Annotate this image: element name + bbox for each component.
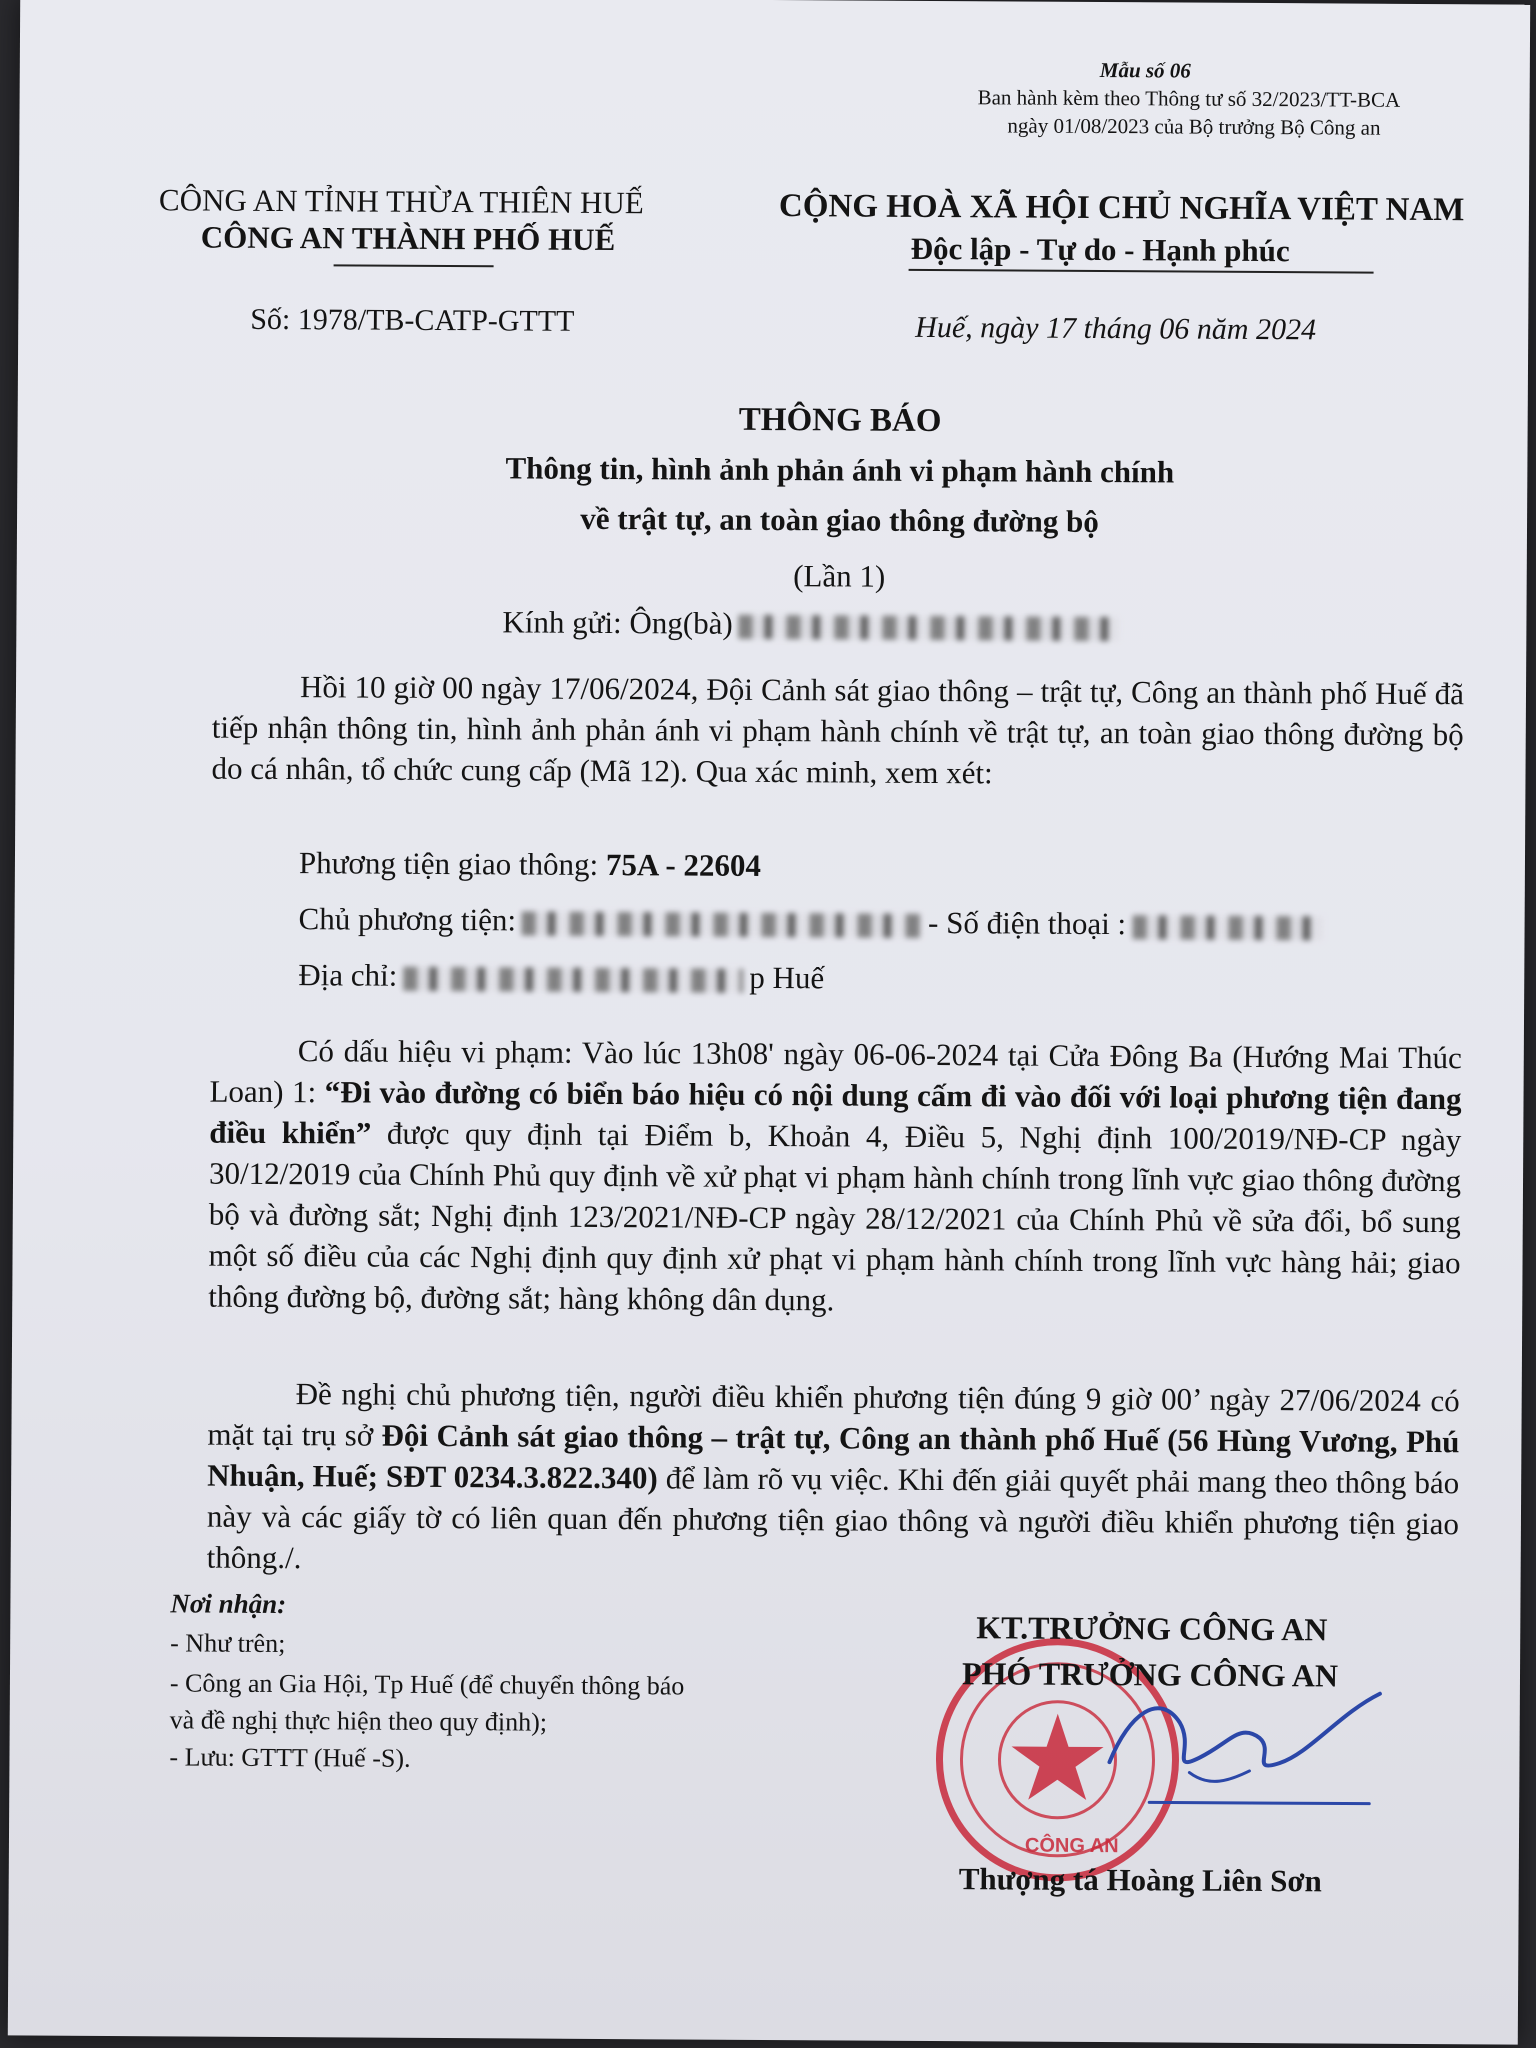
request-instructions: để làm rõ vụ việc. Khi đến giải quyết phải mang theo thông báo này và các giấy tờ có liên quan đến phương tiện giao thông và người điều khiển phương tiện giao thông./. bbox=[206, 1460, 1460, 1576]
redacted-address bbox=[403, 967, 743, 993]
address-label: Địa chỉ: bbox=[298, 957, 398, 993]
org-underline bbox=[334, 264, 494, 267]
document-title: THÔNG BÁO bbox=[738, 401, 942, 440]
request-location: Đội Cảnh sát giao thông – trật tự, Công an thành phố Huế (56 Hùng Vương, Phú Nhuận, Huế; SĐT 0234.3.822.340) bbox=[207, 1417, 1460, 1496]
owner-label: Chủ phương tiện: bbox=[298, 901, 517, 938]
owner-line bbox=[298, 901, 1328, 943]
phone-label: - Số điện thoại : bbox=[927, 904, 1127, 942]
paragraph-violation bbox=[208, 1030, 1462, 1325]
violation-intro: Có dấu hiệu vi phạm: Vào lúc 13h08' ngày 06-06-2024 tại Cửa Đông Ba (Hướng Mai Thúc Loan) 1: bbox=[209, 1033, 1462, 1110]
recipients-heading: Nơi nhận: bbox=[170, 1588, 287, 1620]
recipient-label: Kính gửi: Ông(bà) bbox=[502, 604, 733, 641]
form-number: Mẫu số 06 bbox=[1099, 58, 1191, 83]
document-subtitle-1: Thông tin, hình ảnh phản ánh vi phạm hành chính bbox=[505, 450, 1175, 490]
notice-round: (Lần 1) bbox=[793, 558, 886, 594]
redacted-phone bbox=[1132, 915, 1322, 940]
violation-description: “Đi vào đường có biển báo hiệu có nội dung cấm đi vào đối với loại phương tiện đang điều khiển” bbox=[209, 1074, 1462, 1151]
vehicle-label: Phương tiện giao thông: bbox=[298, 845, 607, 883]
stamp-text: CÔNG AN bbox=[1024, 1834, 1119, 1858]
document-number: Số: 1978/TB-CATP-GTTT bbox=[250, 302, 575, 338]
recipient-line bbox=[502, 604, 1125, 644]
redacted-owner-name bbox=[522, 911, 922, 937]
org-unit: CÔNG AN THÀNH PHỐ HUẾ bbox=[200, 219, 616, 258]
issued-by-line-2: ngày 01/08/2023 của Bộ trưởng Bộ Công an bbox=[1007, 113, 1381, 140]
recipient-item: - Công an Gia Hội, Tp Huế (để chuyển thông báo bbox=[169, 1668, 685, 1701]
paragraph-request bbox=[207, 1373, 1460, 1586]
place-date: Huế, ngày 17 tháng 06 năm 2024 bbox=[915, 310, 1317, 347]
issued-by-line-1: Ban hành kèm theo Thông tư số 32/2023/TT-BCA bbox=[977, 85, 1401, 112]
recipient-item: - Như trên; bbox=[170, 1628, 286, 1659]
signer-title-1: KT.TRƯỞNG CÔNG AN bbox=[976, 1609, 1328, 1648]
signer-name: Thượng tá Hoàng Liên Sơn bbox=[958, 1861, 1322, 1899]
address-tail: p Huế bbox=[749, 959, 825, 996]
document-subtitle-2: về trật tự, an toàn giao thông đường bộ bbox=[580, 500, 1099, 540]
nation-title: CỘNG HOÀ XÃ HỘI CHỦ NGHĨA VIỆT NAM bbox=[778, 188, 1465, 229]
org-parent: CÔNG AN TỈNH THỪA THIÊN HUẾ bbox=[158, 182, 644, 221]
redacted-recipient-name bbox=[739, 615, 1119, 641]
paragraph-intro: Hồi 10 giờ 00 ngày 17/06/2024, Đội Cảnh sát giao thông – trật tự, Công an thành phố Huế đã tiếp nhận thông tin, hình ảnh phản ánh vi phạm hành chính về trật tự, an toàn giao thông đường bộ do cá nhân, tổ chức cung cấp (Mã 12). Qua xác minh, xem xét: bbox=[211, 669, 1465, 791]
motto-underline bbox=[909, 269, 1374, 274]
recipient-item: - Lưu: GTTT (Huế -S). bbox=[169, 1742, 411, 1773]
document-page bbox=[8, 0, 1530, 2045]
motto: Độc lập - Tự do - Hạnh phúc bbox=[910, 230, 1290, 269]
handwritten-signature bbox=[1089, 1652, 1390, 1824]
request-intro: Đề nghị chủ phương tiện, người điều khiển phương tiện đúng 9 giờ 00’ ngày 27/06/2024 có mặt tại trụ sở bbox=[207, 1376, 1460, 1453]
address-line bbox=[298, 957, 824, 996]
vehicle-plate: 75A - 22604 bbox=[605, 847, 762, 883]
vehicle-line bbox=[299, 845, 761, 884]
recipient-item: và đề nghị thực hiện theo quy định); bbox=[169, 1705, 548, 1737]
violation-legal-basis: được quy định tại Điểm b, Khoản 4, Điều 5, Nghị định 100/2019/NĐ-CP ngày 30/12/2019 của Chính Phủ quy định về xử phạt vi phạm hành chính trong lĩnh vực giao thông đường bộ và đường sắt; Nghị định 123/2021/NĐ-CP ngày 28/12/2021 của Chính Phủ về sửa đổi, bổ sung một số điều của các Nghị định quy định xử phạt vi phạm hành chính trong lĩnh vực hàng hải; giao thông đường bộ, đường sắt; hàng không dân dụng. bbox=[208, 1115, 1462, 1318]
signer-title-2: PHÓ TRƯỞNG CÔNG AN bbox=[961, 1655, 1339, 1694]
